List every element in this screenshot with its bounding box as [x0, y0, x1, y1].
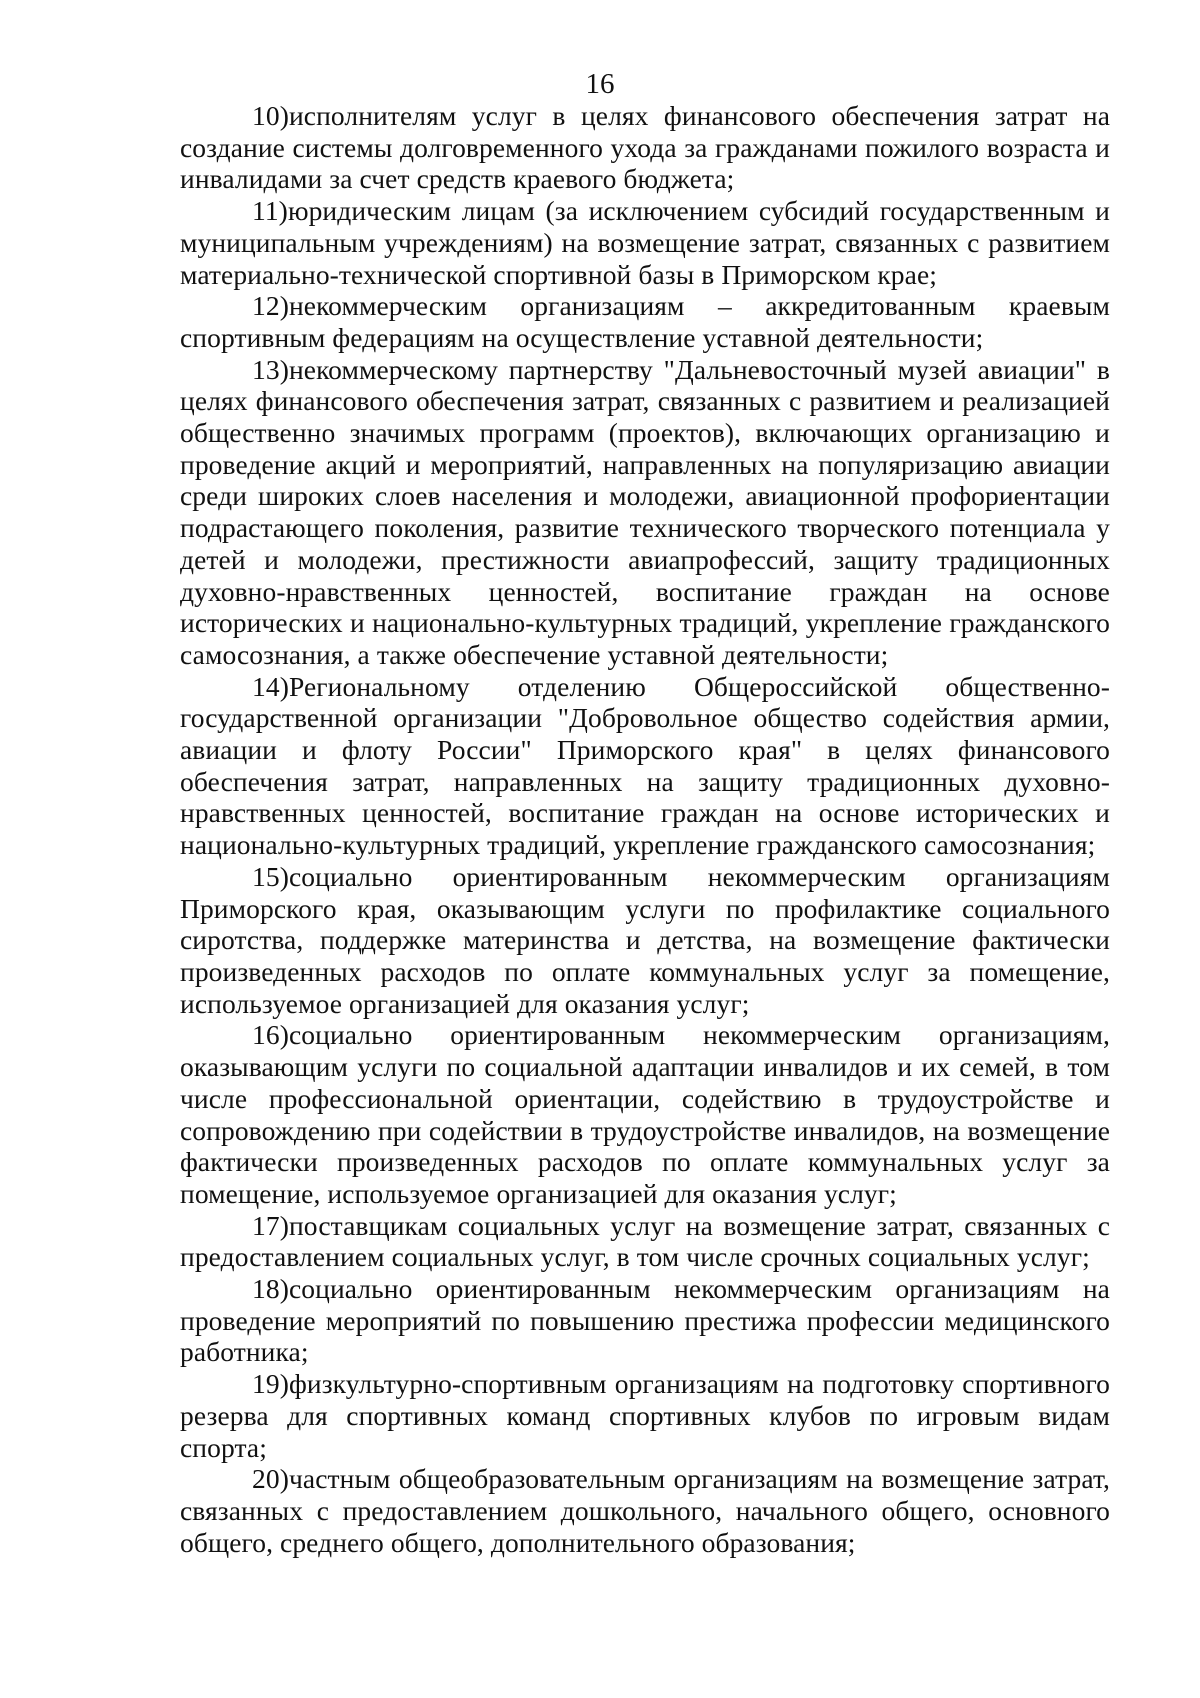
item-number: 12) — [252, 290, 289, 322]
item-number: 14) — [252, 670, 289, 702]
item-number: 20) — [252, 1463, 289, 1495]
list-item-10 — [180, 100, 1110, 195]
item-text: социально ориентированным некоммерческим организациям, оказывающим услуги по социальной адаптации инвалидов и их семей, в том числе профессиональной ориентации, содействию в трудоустройстве и сопровождению при содействии в трудоустройстве инвалидов, на возмещение фактически произведенных расходов по оплате коммунальных услуг за помещение, используемое организацией для оказания услуг; — [180, 1019, 1110, 1209]
list-item-11 — [180, 195, 1110, 290]
item-text: частным общеобразовательным организациям на возмещение затрат, связанных с предоставлением дошкольного, начального общего, основного общего, среднего общего, дополнительного образования; — [180, 1463, 1110, 1558]
item-number: 16) — [252, 1019, 289, 1051]
item-number: 10) — [252, 100, 289, 131]
item-number: 17) — [252, 1209, 289, 1241]
document-body — [180, 100, 1110, 1558]
list-item-17 — [180, 1210, 1110, 1273]
item-number: 19) — [252, 1368, 289, 1400]
item-text: социально ориентированным некоммерческим организациям Приморского края, оказывающим услуги по профилактике социального сиротства, поддержке материнства и детства, на возмещение фактически произведенных расходов по оплате коммунальных услуг за помещение, используемое организацией для оказания услуг; — [180, 860, 1110, 1019]
list-item-20 — [180, 1463, 1110, 1558]
item-text: юридическим лицам (за исключением субсидий государственным и муниципальным учреждениям) на возмещение затрат, связанных с развитием материально-технической спортивной базы в Приморском крае; — [180, 195, 1110, 290]
item-text: Региональному отделению Общероссийской общественно-государственной организации "Добровольное общество содействия армии, авиации и флоту России" Приморского края" в целях финансового обеспечения затрат, направленных на защиту традиционных духовно-нравственных ценностей, воспитание граждан на основе исторических и национально-культурных традиций, укрепление гражданского самосознания; — [180, 670, 1110, 861]
item-text: социально ориентированным некоммерческим организациям на проведение мероприятий по повышению престижа профессии медицинского работника; — [180, 1273, 1110, 1368]
item-number: 15) — [252, 860, 289, 892]
list-item-14 — [180, 671, 1110, 861]
item-text: некоммерческому партнерству "Дальневосточный музей авиации" в целях финансового обеспечения затрат, связанных с развитием и реализацией общественно значимых программ (проектов), включающих организацию и проведение акций и мероприятий, направленных на популяризацию авиации среди широких слоев населения и молодежи, авиационной профориентации подрастающего поколения, развитие технического творческого потенциала у детей и молодежи, престижности авиапрофессий, защиту традиционных духовно-нравственных ценностей, воспитание граждан на основе исторических и национально-культурных традиций, укрепление гражданского самосознания, а также обеспечение уставной деятельности; — [180, 353, 1110, 670]
item-number: 18) — [252, 1273, 289, 1305]
item-number: 13) — [252, 353, 289, 385]
item-text: физкультурно-спортивным организациям на подготовку спортивного резерва для спортивных команд спортивных клубов по игровым видам спорта; — [180, 1368, 1110, 1463]
list-item-19 — [180, 1368, 1110, 1463]
item-text: поставщикам социальных услуг на возмещение затрат, связанных с предоставлением социальных услуг, в том числе срочных социальных услуг; — [180, 1209, 1110, 1273]
list-item-16 — [180, 1019, 1110, 1209]
item-text: исполнителям услуг в целях финансового обеспечения затрат на создание системы долговременного ухода за гражданами пожилого возраста и инвалидами за счет средств краевого бюджета; — [180, 100, 1110, 195]
page-number: 16 — [585, 68, 615, 100]
list-item-13 — [180, 354, 1110, 671]
item-number: 11) — [252, 195, 288, 227]
list-item-12 — [180, 290, 1110, 353]
list-item-18 — [180, 1273, 1110, 1368]
item-text: некоммерческим организациям – аккредитованным краевым спортивным федерациям на осуществление уставной деятельности; — [180, 290, 1110, 353]
list-item-15 — [180, 861, 1110, 1020]
